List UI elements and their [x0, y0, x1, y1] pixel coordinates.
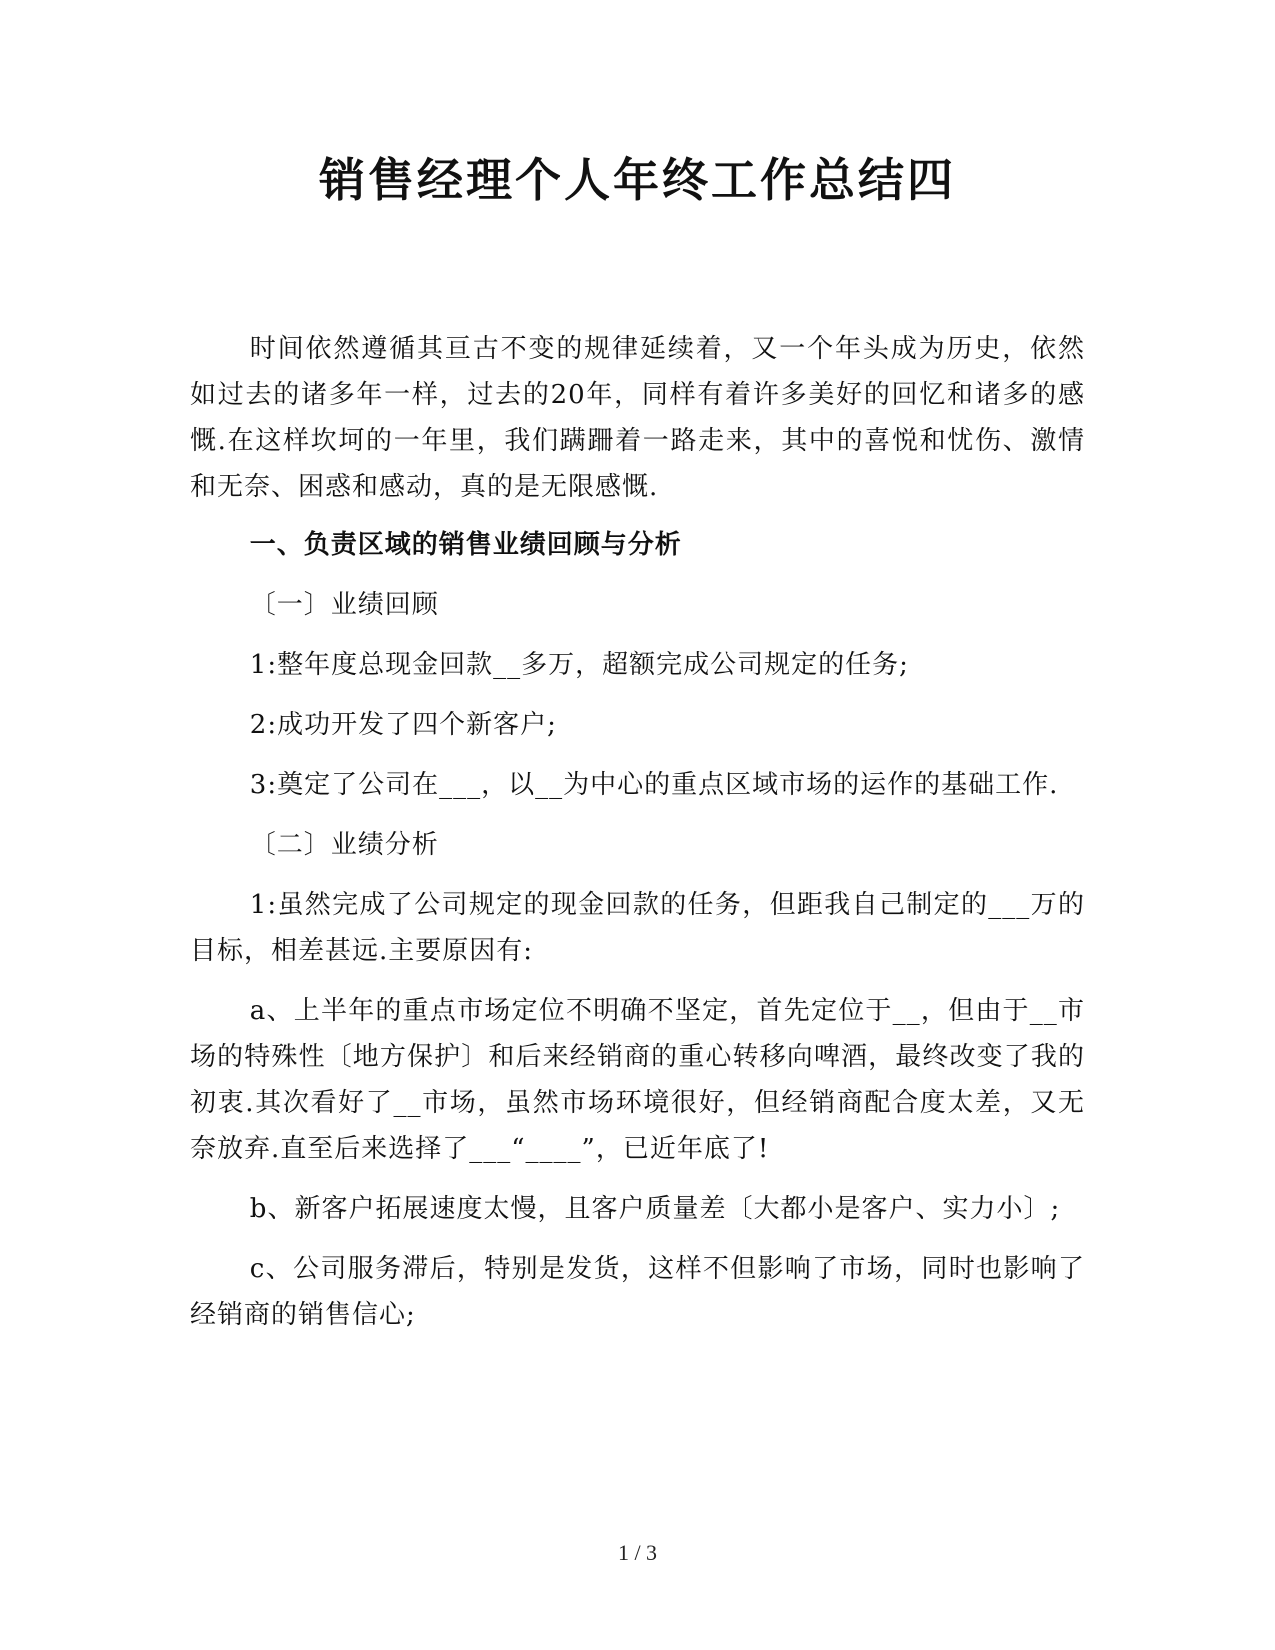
section-heading: 一、负责区域的销售业绩回顾与分析	[249, 530, 682, 560]
analysis-reason-b: b、新客户拓展速度太慢，且客户质量差〔大都小是客户、实力小〕;	[249, 1194, 1061, 1224]
review-item-2: 2:成功开发了四个新客户;	[249, 710, 557, 740]
document-body	[190, 326, 1085, 1352]
analysis-reason-a: a、上半年的重点市场定位不明确不坚定，首先定位于__，但由于__市场的特殊性〔地方保护〕和后来经销商的重心转移向啤酒，最终改变了我的初衷.其次看好了__市场，虽然市场环境很好，但经销商配合度太差，又无奈放弃.直至后来选择了___“____”，已近年底了!	[190, 996, 1085, 1164]
subsection-heading-analysis: 〔二〕业绩分析	[249, 830, 439, 860]
analysis-reason-c: c、公司服务滞后，特别是发货，这样不但影响了市场，同时也影响了经销商的销售信心;	[190, 1254, 1085, 1330]
analysis-item-1: 1:虽然完成了公司规定的现金回款的任务，但距我自己制定的___万的目标，相差甚远.主要原因有:	[190, 890, 1085, 966]
intro-paragraph: 时间依然遵循其亘古不变的规律延续着，又一个年头成为历史，依然如过去的诸多年一样，过去的20年，同样有着许多美好的回忆和诸多的感慨.在这样坎坷的一年里，我们蹒跚着一路走来，其中的喜悦和忧伤、激情和无奈、困惑和感动，真的是无限感慨.	[190, 334, 1085, 502]
document-title: 销售经理个人年终工作总结四	[319, 153, 956, 207]
review-item-3: 3:奠定了公司在___，以__为中心的重点区域市场的运作的基础工作.	[249, 770, 1059, 800]
page-number: 1 / 3	[617, 1540, 658, 1565]
review-item-1: 1:整年度总现金回款__多万，超额完成公司规定的任务;	[249, 650, 909, 680]
subsection-heading-review: 〔一〕业绩回顾	[249, 590, 439, 620]
